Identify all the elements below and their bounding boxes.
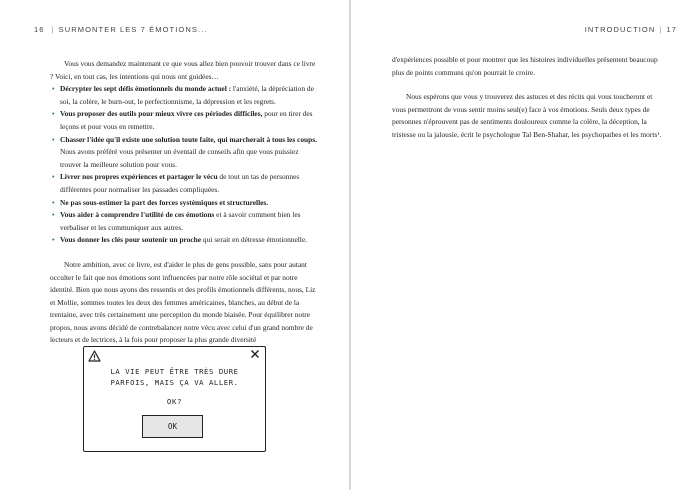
list-item-text: l'anxiété, la dépréciation de soi, la colère, le burn-out, le perfectionnisme, la dépression et les regrets. (60, 84, 314, 106)
list-item (50, 171, 318, 196)
bullet-icon: • (52, 197, 55, 207)
bullet-icon: • (52, 235, 55, 245)
list-item-bold: Chasser l'idée qu'il existe une solution toute faite, qui marcherait à tous les coups. (60, 134, 317, 144)
left-page-number: 16 (34, 25, 45, 34)
bullet-icon: • (52, 84, 55, 94)
right-running-title: INTRODUCTION (584, 25, 656, 34)
list-item-bold: Ne pas sous-estimer la part des forces systémiques et structurelles. (60, 197, 269, 207)
ok-button[interactable]: OK (142, 415, 203, 438)
list-item-bold: Vous aider à comprendre l'utilité de ces émotions (60, 210, 215, 220)
left-body-text (50, 58, 318, 347)
bullet-icon: • (52, 210, 55, 220)
list-item (50, 197, 318, 210)
continuation-paragraph: d'expériences possible et pour montrer que les histoires individuelles présentent beaucoup plus de points communs qu'on pourrait le croire. (392, 55, 658, 77)
list-item (50, 234, 318, 247)
intro-paragraph: Vous vous demandez maintenant ce que vous allez bien pouvoir trouver dans ce livre ? Voici, en tout cas, les intentions qui nous ont guidées… (50, 59, 316, 81)
list-item-text: de tout un tas de personnes différentes pour normaliser les passades compliquées. (60, 172, 300, 194)
intentions-list (50, 83, 318, 247)
list-item-text: Nous avons préféré vous présenter un éventail de conseils afin que vous puissiez trouver la meilleure solution pour vous. (60, 147, 299, 169)
left-running-head (34, 25, 208, 34)
close-icon[interactable] (250, 349, 260, 359)
list-item (50, 134, 318, 172)
bullet-icon: • (52, 109, 55, 119)
dialog-question: OK? (166, 397, 183, 406)
left-running-title: SURMONTER LES 7 ÉMOTIONS... (58, 25, 208, 34)
right-page-number: 17 (666, 25, 677, 34)
right-separator: | (659, 25, 663, 34)
dialog-message-line-1: LA VIE PEUT ÊTRE TRÈS DURE (110, 367, 239, 376)
list-item-bold: Décrypter les sept défis émotionnels du monde actuel : (60, 84, 232, 94)
list-item-bold: Vous proposer des outils pour mieux vivre ces périodes difficiles, (60, 109, 263, 119)
list-item-bold: Vous donner les clés pour soutenir un proche (60, 235, 202, 245)
list-item-text: qui serait en détresse émotionnelle. (201, 235, 307, 245)
paragraph-gap (50, 247, 318, 259)
warning-icon (88, 350, 101, 362)
dialog-message-line-2: PARFOIS, MAIS ÇA VA ALLER. (110, 377, 239, 387)
list-item (50, 83, 318, 108)
bullet-icon: • (52, 172, 55, 182)
list-item (50, 108, 318, 133)
list-item-bold: Livrer nos propres expériences et partager le vécu (60, 172, 218, 182)
list-item (50, 209, 318, 234)
bullet-icon: • (52, 134, 55, 144)
list-item-text: et à savoir comment bien les verbaliser et les communiquer aux autres. (60, 210, 301, 232)
right-body-text (392, 54, 662, 142)
dialog-message (84, 367, 265, 388)
hope-paragraph: Nous espérons que vous y trouverez des astuces et des récits qui vous toucheront et vous permettront de vous sentir moins seul(e) face à vos émotions. Seuls deux types de personnes n'éprouvent pas de sentiments douloureux comme la colère, la déception, la tristesse ou la jalousie, écrit le psychologue Tal Ben-Shahar, les psychopathes et les morts¹. (392, 92, 662, 139)
paragraph-gap (392, 79, 662, 91)
ambition-paragraph: Notre ambition, avec ce livre, est d'aider le plus de gens possible, sans pour autant occulter le fait que nos émotions sont influencées par notre rôle sociétal et par notre identité. Bien que nous ayons des ressentis et des profils émotionnels différents, nous, Liz et Mollie, sommes toutes les deux des femmes américaines, blanches, au début de la trentaine, avec très certainement une perception du monde biaisée. Pour équilibrer notre propos, nous avons décidé de contrebalancer notre vécu avec celui d'un grand nombre de lecteurs et de lectrices, à la fois pour proposer la plus grande diversité (50, 259, 316, 345)
left-separator: | (51, 25, 55, 34)
right-running-head (585, 25, 677, 34)
reassurance-dialog (83, 346, 266, 452)
list-item-text: pour en tirer des leçons et pour vous en remettre. (60, 109, 313, 131)
